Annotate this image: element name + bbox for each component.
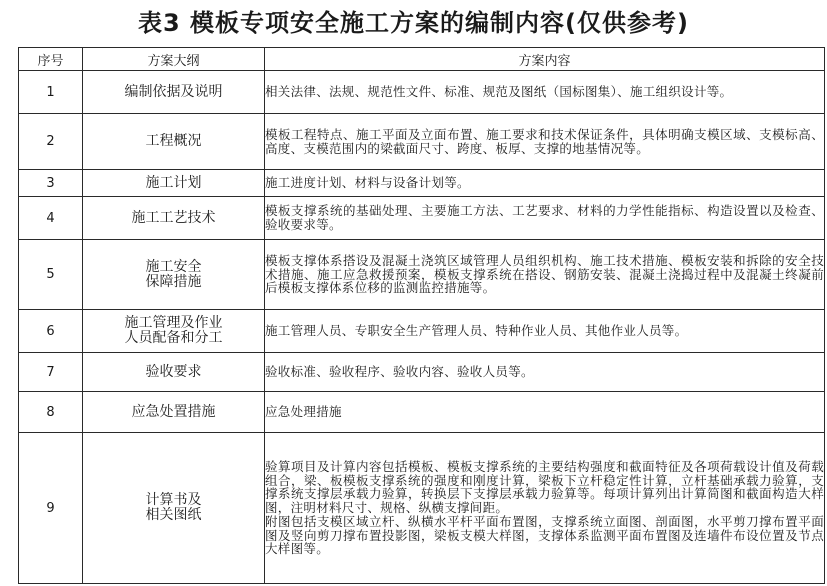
row-number: 4 [19,197,83,240]
row-outline [83,240,265,310]
row-outline [83,114,265,170]
content-paragraph: 附图包括支模区域立杆、纵横水平杆平面布置图，支撑系统立面图、剖面图，水平剪刀撑布置平面图及竖向剪刀撑布置投影图，梁板支模大样图，支撑体系监测平面布置图及连墙件布设位置及节点大样图等。 [265,513,824,557]
content-paragraph: 模板工程特点、施工平面及立面布置、施工要求和技术保证条件，具体明确支模区域、支模标高、高度、支模范围内的梁截面尺寸、跨度、板厚、支撑的地基情况等。 [265,126,824,156]
row-outline [83,392,265,433]
table-row [19,392,825,433]
content-paragraph: 验收标准、验收程序、验收内容、验收人员等。 [265,364,534,380]
row-content [265,114,825,170]
outline-line: 施工安全 [145,258,202,275]
row-number: 6 [19,310,83,353]
row-content [265,353,825,392]
content-paragraph: 施工管理人员、专职安全生产管理人员、特种作业人员、其他作业人员等。 [265,323,688,339]
outline-line: 计算书及 [145,492,202,508]
header-number: 序号 [19,48,83,71]
outline-line: 人员配备和分工 [124,330,223,346]
table-row [19,240,825,310]
row-content [265,392,825,433]
header-content: 方案内容 [265,48,825,71]
row-outline [83,170,265,197]
row-content [265,310,825,353]
outline-line: 应急处置措施 [131,403,216,420]
outline-line: 施工工艺技术 [131,209,216,226]
header-row [19,48,825,71]
content-paragraph: 模板支撑体系搭设及混凝土浇筑区域管理人员组织机构、施工技术措施、模板安装和拆除的安全技术措施、施工应急救援预案，模板支撑系统在搭设、钢筋安装、混凝土浇捣过程中及混凝土终凝前后模板支撑体系位移的监测监控措施等。 [265,252,824,296]
row-outline [83,353,265,392]
content-paragraph: 模板支撑系统的基础处理、主要施工方法、工艺要求、材料的力学性能指标、构造设置以及检查、验收要求等。 [265,203,824,232]
content-paragraph: 应急处理措施 [265,404,342,420]
table-row [19,433,825,584]
outline-line: 相关图纸 [145,507,202,523]
outline-line: 施工计划 [145,174,202,191]
row-content [265,433,825,584]
row-content [265,71,825,114]
table-row [19,353,825,392]
row-number: 1 [19,71,83,114]
row-outline [83,197,265,240]
table-row [19,114,825,170]
content-paragraph: 施工进度计划、材料与设备计划等。 [265,175,470,191]
table-row [19,71,825,114]
row-number: 3 [19,170,83,197]
table-row [19,170,825,197]
table-row [19,197,825,240]
row-outline [83,433,265,584]
content-paragraph: 相关法律、法规、规范性文件、标准、规范及图纸（国标图集）、施工组织设计等。 [265,84,733,100]
table-title: 表3 模板专项安全施工方案的编制内容(仅供参考) [138,9,689,37]
row-outline [83,71,265,114]
row-number: 8 [19,392,83,433]
row-outline [83,310,265,353]
row-number: 9 [19,433,83,584]
row-content [265,197,825,240]
content-paragraph: 验算项目及计算内容包括模板、模板支撑系统的主要结构强度和截面特征及各项荷载设计值及荷载组合，梁、板模板支撑系统的强度和刚度计算，梁板下立杆稳定性计算，立杆基础承载力验算，支撑系统支撑层承载力验算，转换层下支撑层承载力验算等。每项计算列出计算简图和截面构造大样图，注明材料尺寸、规格、纵横支撑间距。 [265,458,824,516]
outline-line: 保障措施 [145,273,202,290]
row-content [265,170,825,197]
header-outline: 方案大纲 [83,48,265,71]
row-number: 7 [19,353,83,392]
row-number: 5 [19,240,83,310]
outline-line: 验收要求 [145,363,202,380]
row-content [265,240,825,310]
outline-line: 工程概况 [145,133,202,149]
outline-line: 施工管理及作业 [124,315,223,331]
table-row [19,310,825,353]
construction-plan-table [18,47,825,584]
outline-line: 编制依据及说明 [124,83,223,100]
row-number: 2 [19,114,83,170]
